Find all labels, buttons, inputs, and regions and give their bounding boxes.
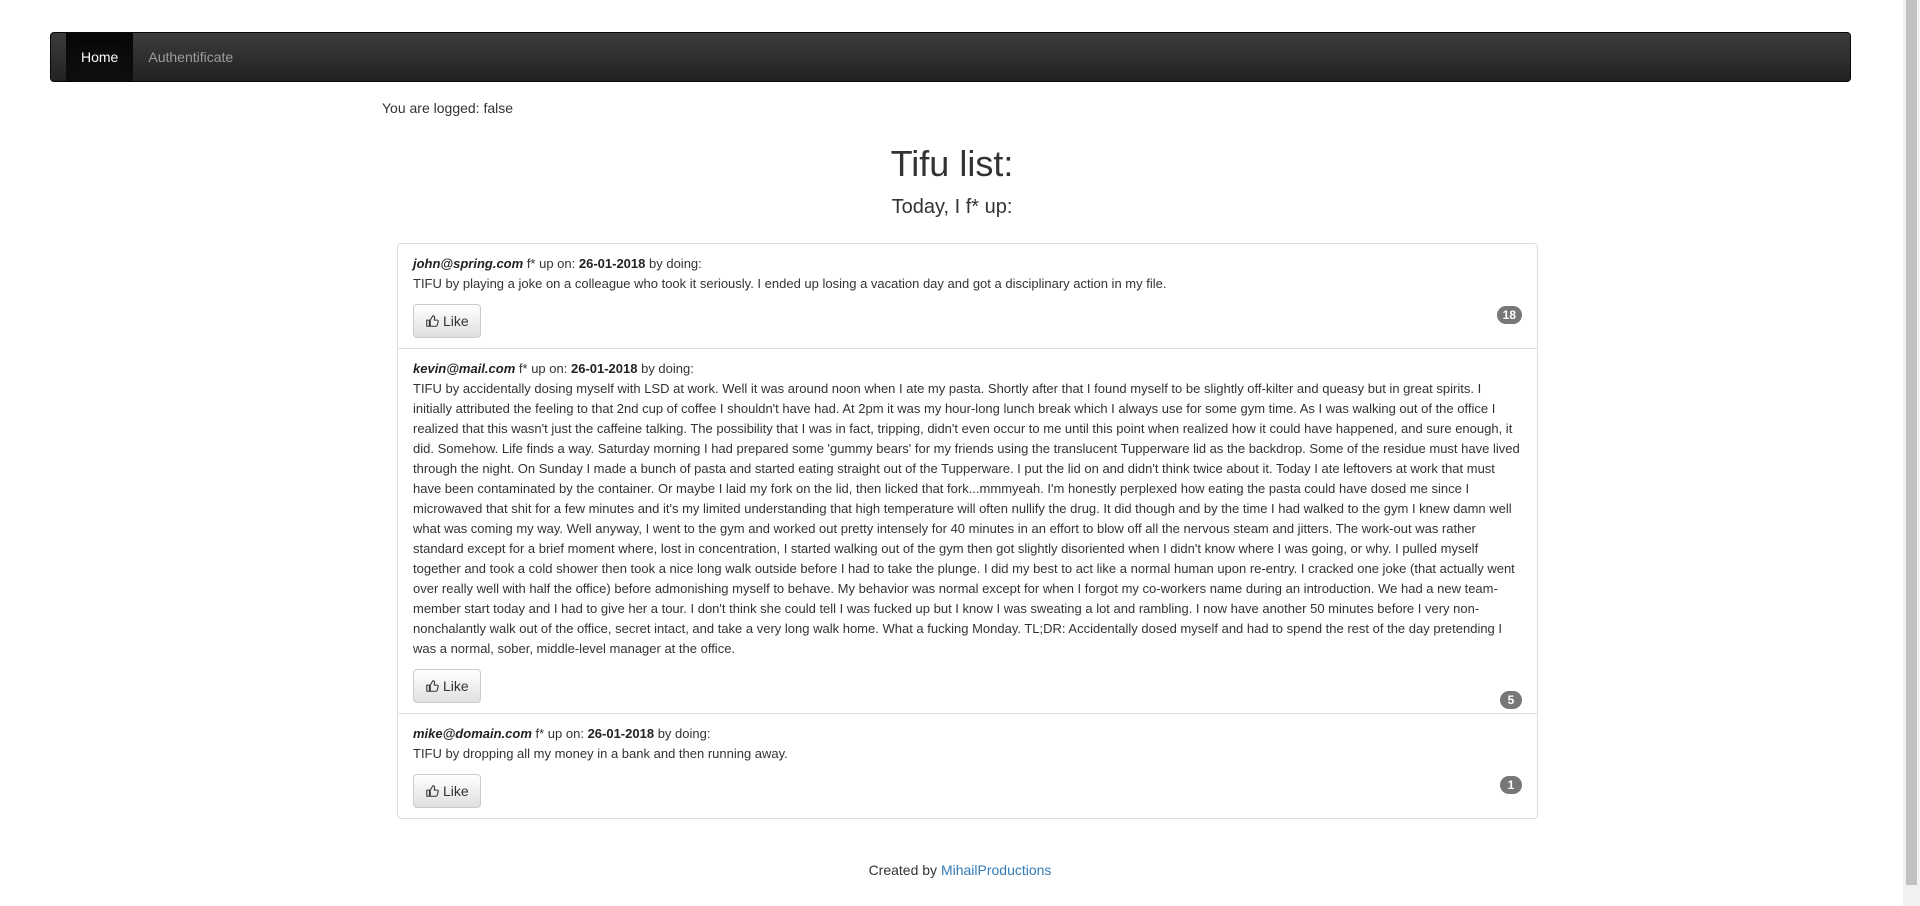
post-fup-text: f* up on: bbox=[535, 726, 584, 741]
like-button[interactable] bbox=[413, 669, 481, 703]
post-header bbox=[413, 254, 1522, 274]
thumbs-up-icon bbox=[425, 784, 439, 798]
like-button-label: Like bbox=[443, 678, 469, 694]
main-container bbox=[382, 98, 1522, 799]
top-navbar bbox=[50, 32, 1851, 82]
post-by-doing-text: by doing: bbox=[649, 256, 702, 271]
post-by-doing-text: by doing: bbox=[641, 361, 694, 376]
post-author: kevin@mail.com bbox=[413, 361, 516, 376]
post-date: 26-01-2018 bbox=[578, 256, 646, 271]
post-author: john@spring.com bbox=[413, 256, 524, 271]
nav-home-link[interactable]: Home bbox=[66, 33, 133, 81]
post-text: TIFU by dropping all my money in a bank and then running away. bbox=[413, 746, 788, 761]
like-count-badge: 18 bbox=[1497, 306, 1522, 324]
like-count-badge: 1 bbox=[1500, 776, 1522, 794]
like-button-label: Like bbox=[443, 783, 469, 799]
post-date: 26-01-2018 bbox=[570, 361, 638, 376]
post-header bbox=[413, 359, 1522, 379]
like-count-badge: 5 bbox=[1500, 691, 1522, 709]
thumbs-up-icon bbox=[425, 314, 439, 328]
like-button-label: Like bbox=[443, 313, 469, 329]
like-button[interactable] bbox=[413, 774, 481, 808]
nav-authenticate-link[interactable]: Authentificate bbox=[148, 49, 234, 65]
login-status-text: You are logged: false bbox=[382, 100, 514, 116]
post-fup-text: f* up on: bbox=[518, 361, 568, 376]
list-item bbox=[398, 714, 1537, 818]
tifu-list bbox=[397, 243, 1538, 819]
post-fup-text: f* up on: bbox=[526, 256, 576, 271]
list-item bbox=[398, 349, 1537, 714]
like-button[interactable] bbox=[413, 304, 481, 338]
footer bbox=[0, 860, 1920, 880]
post-date: 26-01-2018 bbox=[587, 726, 655, 741]
list-item bbox=[398, 244, 1537, 349]
vertical-scrollbar[interactable] bbox=[1903, 0, 1920, 906]
footer-created-by: Created by bbox=[868, 862, 938, 878]
post-text: TIFU by playing a joke on a colleague who took it seriously. I ended up losing a vacation day and got a disciplinary action in my file. bbox=[413, 276, 1167, 291]
page-title: Tifu list: bbox=[890, 143, 1014, 184]
post-by-doing-text: by doing: bbox=[657, 726, 711, 741]
footer-author-link[interactable]: MihailProductions bbox=[940, 862, 1052, 878]
post-header bbox=[413, 724, 1522, 744]
post-text: TIFU by accidentally dosing myself with LSD at work. Well it was around noon when I ate my pasta. Shortly after that I found myself to be slightly off-kilter and queasy but in great spirits. I initially attributed the feeling to that 2nd cup of coffee I shouldn't have had. At 2pm it was my hour-long lunch break which I always use for some gym time. As I was walking out of the office I realized that this wasn't just the caffeine talking. The possibility that I was in fact, tripping, didn't even occur to me until this point when realized how it could have happened, and sure enough, it did. Somehow. Life finds a way. Saturday morning I had prepared some 'gummy bears' for my friends using the translucent Tupperware lid as the backdrop. Some of the residue must have lived through the night. On Sunday I made a bunch of pasta and started eating straight out of the Tupperware. I put the lid on and didn't think twice about it. Today I ate leftovers at work that must have been contaminated by the container. Or maybe I laid my fork on the lid, then licked that fork...mmmyeah. I'm honestly perplexed how eating the pasta could have dosed me since I microwaved that shit for a few minutes and it's my limited understanding that high temperature will often nullify the drug. It did though and by the time I had walked to the gym I knew damn well what was coming my way. Well anyway, I went to the gym and worked out pretty intensely for 40 minutes in an effort to blow off all the nervous steam and jitters. The work-out was rather standard except for a brief moment where, lost in concentration, I started walking out of the gym then got slightly disoriented when I didn't know where I was going, or why. I pulled myself together and took a cold shower then took a nice long walk outside before I had to take the plunge. I did my best to act like a normal human upon re-entry. I cracked one joke (that actually went over really well with half the office) before admonishing myself to behave. My behavior was normal except for when I forgot my co-workers name during an introduction. We had a new team-member start today and I had to give her a tour. I don't think she could tell I was fucked up but I know I was sweating a lot and rambling. I now have another 50 minutes before I very non-nonchalantly walk out of the office, secret intact, and take a very long walk home. What a fucking Monday. TL;DR: Accidentally dosed myself and had to spend the rest of the day pretending I was a normal, sober, middle-level manager at the office. bbox=[413, 381, 1520, 656]
post-author: mike@domain.com bbox=[413, 726, 532, 741]
scrollbar-thumb[interactable] bbox=[1906, 0, 1917, 885]
thumbs-up-icon bbox=[425, 679, 439, 693]
page-subtitle: Today, I f* up: bbox=[891, 196, 1013, 218]
